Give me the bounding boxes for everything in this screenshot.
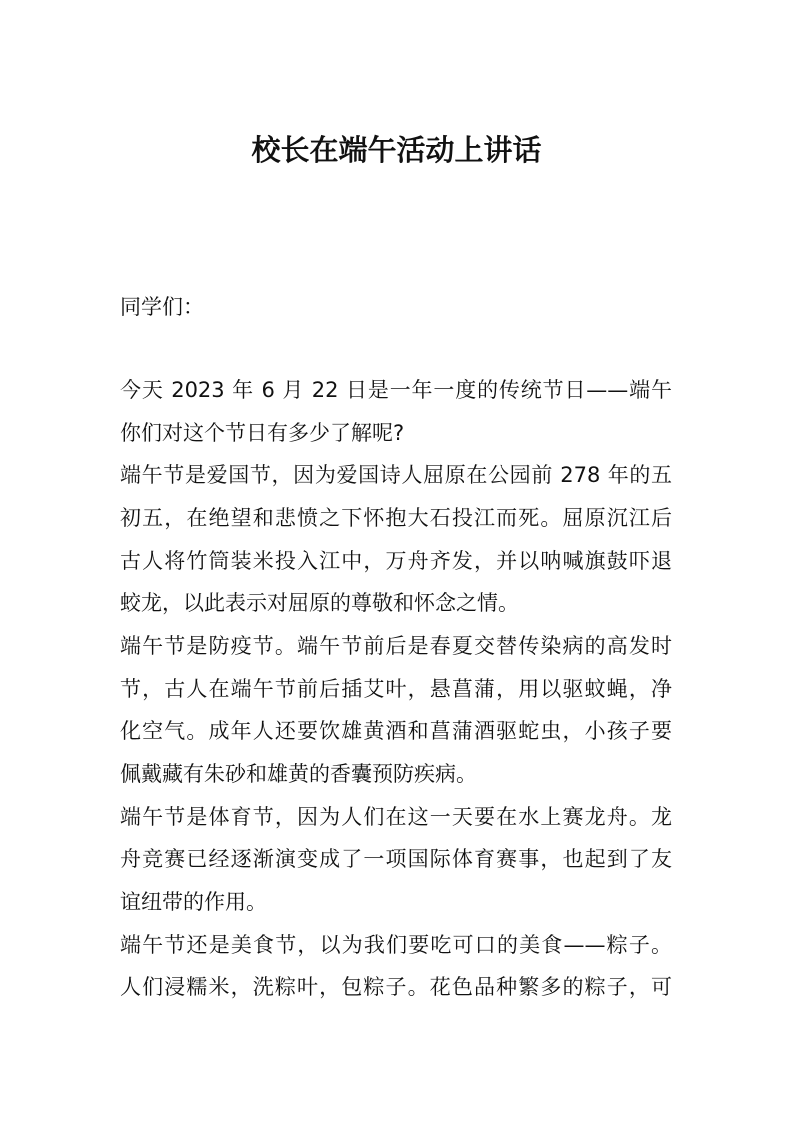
text-line: 端午节是爱国节，因为爱国诗人屈原在公园前 278 年的五 [120,463,672,488]
document-title: 校长在端午活动上讲话 [251,133,542,167]
text-line: 你们对这个节日有多少了解呢? [120,420,405,445]
text-line: 节，古人在端午节前后插艾叶，悬菖蒲，用以驱蚊蝇，净 [120,676,672,701]
text-line: 化空气。成年人还要饮雄黄酒和菖蒲酒驱蛇虫，小孩子要 [120,719,672,744]
text-line: 初五，在绝望和悲愤之下怀抱大石投江而死。屈原沉江后 [120,505,672,530]
text-line: 人们浸糯米，洗粽叶，包粽子。花色品种繁多的粽子，可 [120,975,672,1000]
speech-body [120,369,672,1009]
text-line: 端午节还是美食节，以为我们要吃可口的美食——粽子。 [120,932,672,957]
greeting: 同学们： [120,295,204,319]
text-line: 今天 2023 年 6 月 22 日是一年一度的传统节日——端午 [120,378,672,402]
text-line: 舟竞赛已经逐渐演变成了一项国际体育赛事，也起到了友 [120,847,672,872]
text-line: 古人将竹筒装米投入江中，万舟齐发，并以呐喊旗鼓吓退 [120,548,672,573]
text-line: 端午节是防疫节。端午节前后是春夏交替传染病的高发时 [120,633,672,658]
text-line: 谊纽带的作用。 [120,889,267,914]
text-line: 蛟龙，以此表示对屈原的尊敬和怀念之情。 [120,591,519,616]
text-line: 佩戴藏有朱砂和雄黄的香囊预防疾病。 [120,761,477,786]
text-line: 端午节是体育节，因为人们在这一天要在水上赛龙舟。龙 [120,804,672,829]
